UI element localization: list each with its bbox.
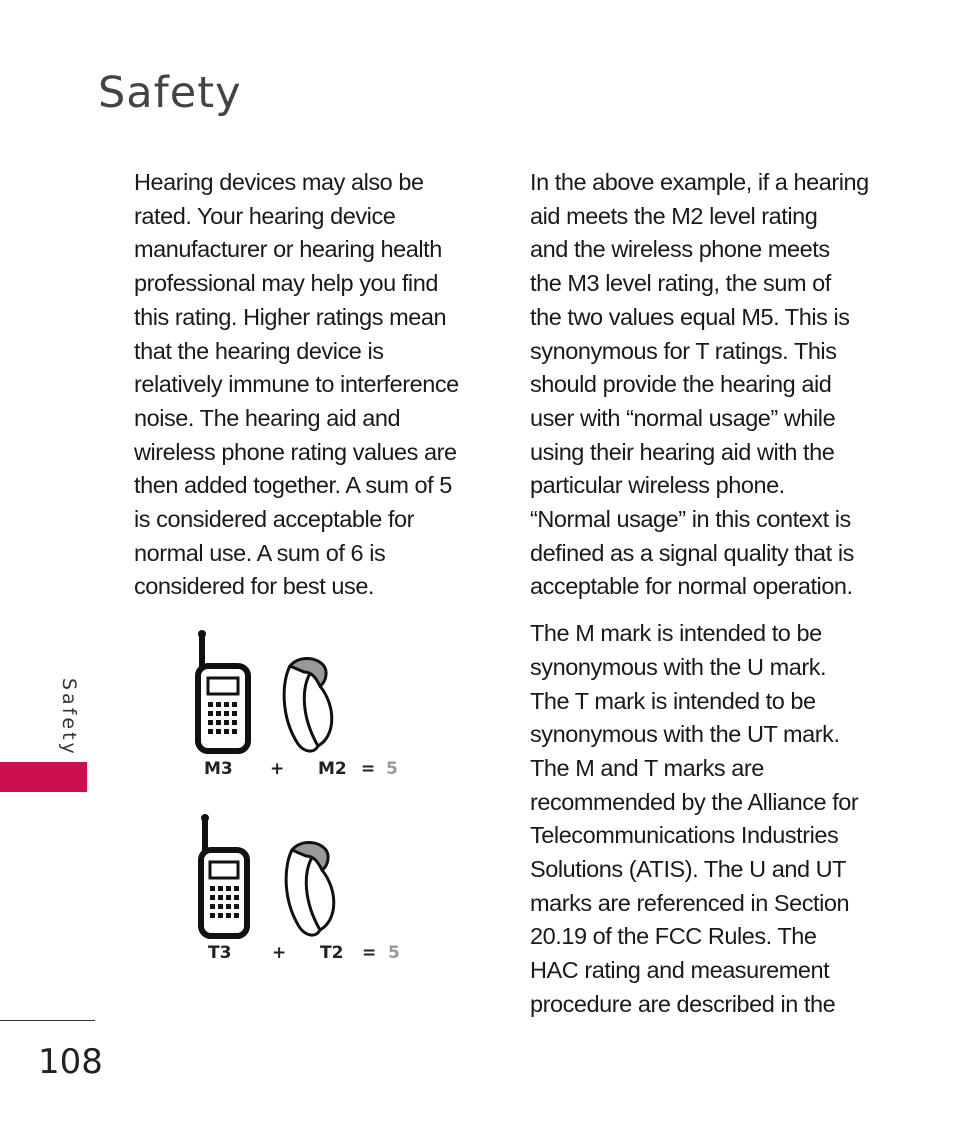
text-line: then added together. A sum of 5 bbox=[134, 472, 452, 499]
text-line: should provide the hearing aid bbox=[530, 371, 832, 398]
text-line: procedure are described in the bbox=[530, 990, 836, 1017]
text-line: acceptable for normal operation. bbox=[530, 573, 853, 600]
paragraph-gap bbox=[530, 604, 890, 617]
t-rating-figure bbox=[186, 810, 411, 980]
text-line: normal use. A sum of 6 is bbox=[134, 539, 386, 566]
hearing-rating-paragraph bbox=[134, 166, 484, 604]
plus-sign: + bbox=[272, 943, 287, 963]
phone-icon bbox=[201, 814, 247, 936]
text-line: In the above example, if a hearing bbox=[530, 169, 869, 195]
sum-value: 5 bbox=[388, 943, 400, 963]
side-tab-label: Safety bbox=[58, 678, 80, 757]
text-line: noise. The hearing aid and bbox=[134, 404, 401, 431]
equals-sign: = bbox=[361, 759, 376, 779]
text-line: relatively immune to interference bbox=[134, 371, 459, 398]
text-line: considered for best use. bbox=[134, 573, 375, 600]
text-line: rated. Your hearing device bbox=[134, 202, 396, 229]
text-line: is considered acceptable for bbox=[134, 506, 415, 533]
text-line: The M and T marks are bbox=[530, 754, 764, 781]
text-line: 20.19 of the FCC Rules. The bbox=[530, 923, 817, 950]
text-line: Telecommunications Industries bbox=[530, 822, 839, 849]
equals-sign: = bbox=[362, 943, 377, 963]
example-paragraph bbox=[530, 166, 890, 604]
text-line: marks are referenced in Section bbox=[530, 889, 850, 916]
side-tab-marker bbox=[0, 762, 87, 792]
text-line: recommended by the Alliance for bbox=[530, 788, 859, 815]
text-line: professional may help you find bbox=[134, 270, 438, 297]
aid-rating-label: T2 bbox=[320, 943, 344, 963]
text-line: the two values equal M5. This is bbox=[530, 303, 850, 330]
text-line: user with “normal usage” while bbox=[530, 404, 836, 431]
text-line: wireless phone rating values are bbox=[134, 438, 457, 465]
phone-rating-label: T3 bbox=[208, 943, 232, 963]
text-line: using their hearing aid with the bbox=[530, 438, 835, 465]
text-line: aid meets the M2 level rating bbox=[530, 202, 818, 229]
text-line: Solutions (ATIS). The U and UT bbox=[530, 856, 847, 883]
text-line: HAC rating and measurement bbox=[530, 957, 830, 984]
phone-rating-label: M3 bbox=[204, 759, 233, 779]
text-line: “Normal usage” in this context is bbox=[530, 506, 851, 533]
m-rating-figure bbox=[186, 626, 411, 796]
text-line: synonymous with the U mark. bbox=[530, 653, 827, 680]
text-line: particular wireless phone. bbox=[530, 472, 785, 499]
aid-rating-label: M2 bbox=[318, 759, 347, 779]
text-line: this rating. Higher ratings mean bbox=[134, 303, 447, 330]
left-column bbox=[134, 166, 484, 604]
text-line: The T mark is intended to be bbox=[530, 687, 816, 714]
text-line: The M mark is intended to be bbox=[530, 620, 822, 647]
hearing-aid-icon bbox=[286, 843, 334, 936]
hearing-aid-icon bbox=[284, 659, 332, 752]
plus-sign: + bbox=[270, 759, 285, 779]
text-line: manufacturer or hearing health bbox=[134, 236, 442, 263]
text-line: the M3 level rating, the sum of bbox=[530, 270, 831, 297]
phone-icon bbox=[198, 630, 248, 751]
text-line: synonymous for T ratings. This bbox=[530, 337, 837, 364]
page-title: Safety bbox=[98, 68, 242, 118]
text-line: defined as a signal quality that is bbox=[530, 539, 854, 566]
footer-divider bbox=[0, 1020, 95, 1021]
text-line: synonymous with the UT mark. bbox=[530, 721, 840, 748]
text-line: Hearing devices may also be bbox=[134, 169, 424, 195]
sum-value: 5 bbox=[386, 759, 398, 779]
text-line: that the hearing device is bbox=[134, 337, 384, 364]
marks-paragraph bbox=[530, 617, 890, 1021]
page-number: 108 bbox=[38, 1042, 103, 1082]
right-column bbox=[530, 166, 890, 1022]
text-line: and the wireless phone meets bbox=[530, 236, 830, 263]
